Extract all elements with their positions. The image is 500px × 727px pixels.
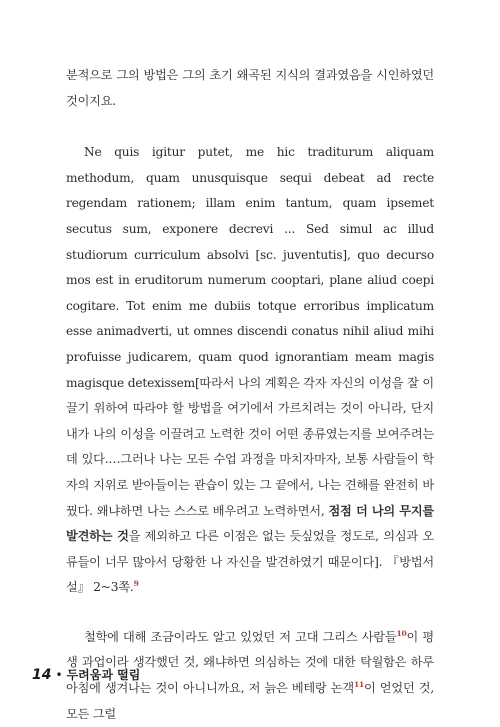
footer-separator: • xyxy=(55,668,63,682)
page-footer xyxy=(32,666,140,683)
footnote-ref-9[interactable]: 9 xyxy=(133,579,139,589)
para3-text-2: 이 평생 과업이라 생각했던 것, 왜냐하면 의심하는 것에 대한 탁월함은 하루아침에 생겨나는 것이 아니니까요, 저 늙은 베테랑 논객 xyxy=(66,629,434,696)
latin-quote: Ne quis igitur putet, me hic traditurum aliquam methodum, quam unusquisque sequi debeat ad recte regendam rationem; illam enim tantum, quam ipsemet secutus sum, exponere decrevi ... Sed simul ac illud studiorum curriculum absolvi [sc. juventutis], quo decurso mos est in eruditorum numerum cooptari, plane aliud coepi cogitare. Tot enim me dubiis totque erroribus implicatum esse animadverti, ut omnes discendi conatus nihil aliud mihi profuisse judicarem, quam quod ignorantiam meam magis magisque detexissem xyxy=(66,145,434,390)
body-text xyxy=(66,63,434,727)
footnote-ref-10[interactable]: 10 xyxy=(396,628,407,638)
paragraph-1: 분적으로 그의 방법은 그의 초기 왜곡된 지식의 결과였음을 시인하였던 것이지요. xyxy=(66,68,434,108)
korean-translation: [따라서 나의 계획은 각자 자신의 이성을 잘 이끌기 위하여 따라야 할 방법을 여기에서 가르치려는 것이 아니라, 단지 내가 나의 이성을 이끌려고 노력한 것이 어떤 종류였는지를 보여주려는 데 있다.…그러나 나는 모든 수업 과정을 마치자마자, 보통 사람들이 학자의 지위로 받아들이는 관습이 있는 그 끝에서, 나는 견해를 완전히 바꿨다. 왜냐하면 나는 스스로 배우려고 노력하면서, xyxy=(66,375,434,518)
korean-translation-end: 을 제외하고 다른 이점은 없는 듯싶었을 정도로, 의심과 오류들이 너무 많아서 당황한 나 자신을 발견하였기 때문이다]. 『방법서설』 2~3쪽. xyxy=(66,529,434,595)
paragraph-2-quote xyxy=(66,140,434,601)
footnote-ref-11[interactable]: 11 xyxy=(353,680,364,689)
para3-text-3: 이 얻었던 것, 모든 그럴 xyxy=(66,681,434,721)
emphasized-phrase: 점점 더 나의 무지를 발견하는 것 xyxy=(66,503,435,544)
para3-text-1: 철학에 대해 조금이라도 알고 있었던 저 고대 그리스 사람들 xyxy=(84,629,397,644)
running-title: 두려움과 떨림 xyxy=(66,668,141,682)
page-number: 14 xyxy=(32,667,52,683)
